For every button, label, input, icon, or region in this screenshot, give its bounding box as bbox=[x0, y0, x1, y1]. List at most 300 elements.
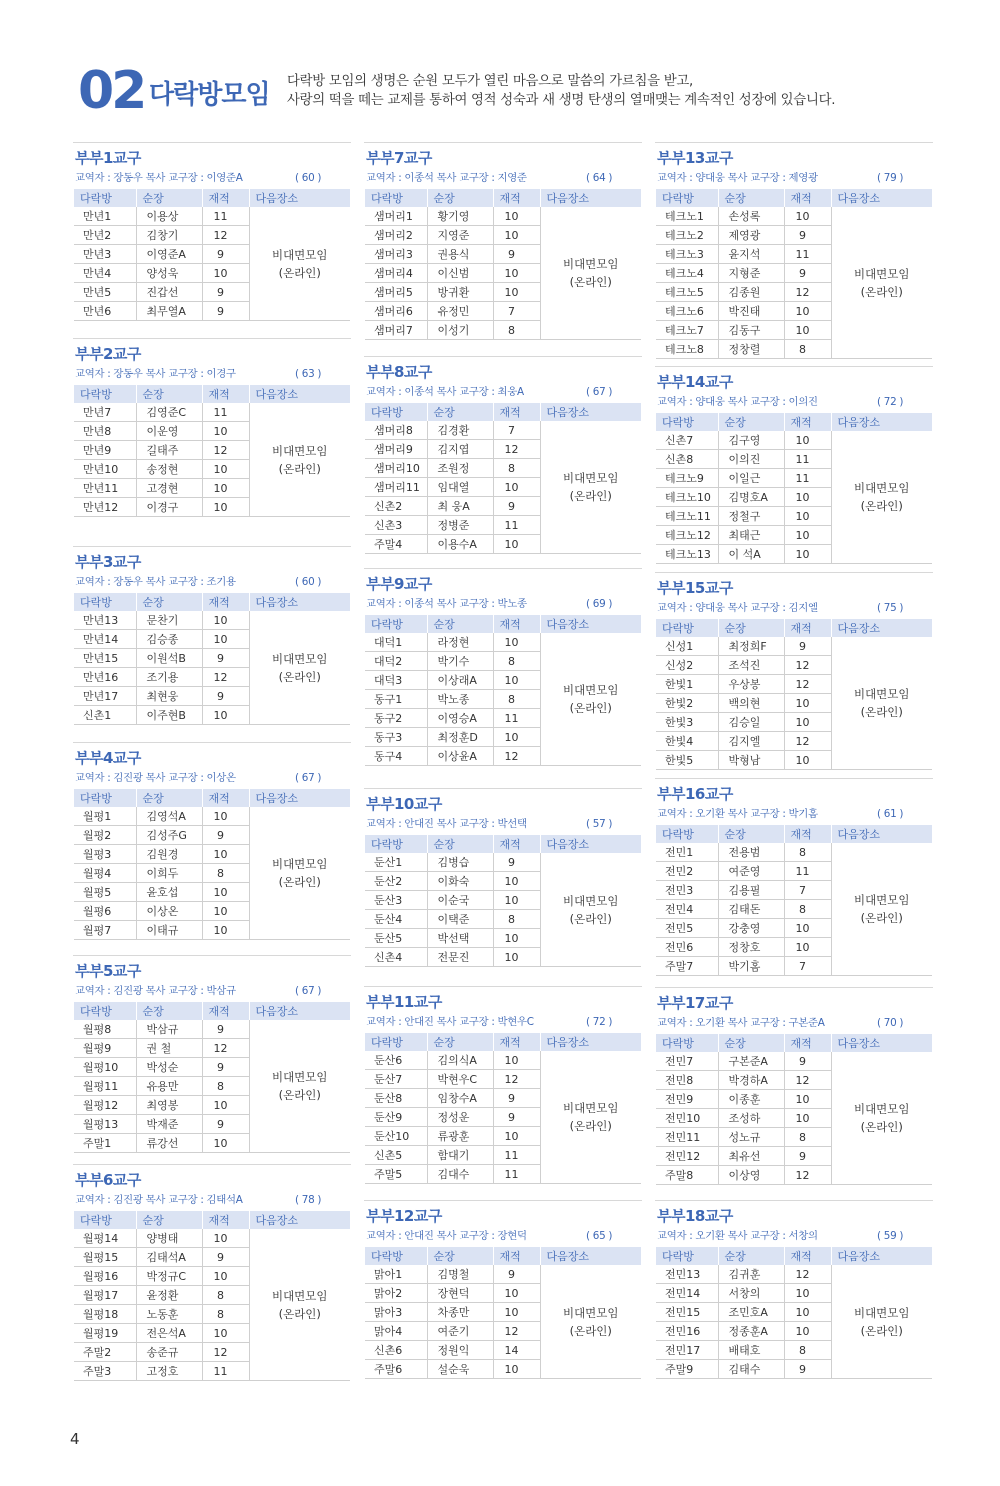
cell-room: 둔산5 bbox=[365, 929, 427, 948]
cell-enrolled: 10 bbox=[493, 535, 540, 554]
cell-enrolled: 9 bbox=[493, 245, 540, 264]
cell-next-place bbox=[540, 1265, 641, 1379]
column-header: 재적 bbox=[202, 1002, 249, 1020]
group-count: ( 79 ) bbox=[877, 172, 904, 184]
cell-leader: 김귀훈 bbox=[718, 1265, 784, 1284]
cell-leader: 박경하A bbox=[718, 1071, 784, 1090]
cell-room: 월평18 bbox=[74, 1305, 136, 1324]
group-table bbox=[74, 593, 351, 725]
cell-enrolled: 11 bbox=[202, 207, 249, 226]
group-info bbox=[655, 1227, 933, 1247]
cell-leader: 최영봉 bbox=[136, 1096, 202, 1115]
group-count: ( 67 ) bbox=[295, 772, 322, 784]
cell-leader: 김태돈 bbox=[718, 900, 784, 919]
next-place-line-1: 비대면모임 bbox=[853, 1102, 910, 1116]
cell-room: 만년6 bbox=[74, 302, 136, 321]
cell-room: 샘머리3 bbox=[365, 245, 427, 264]
table-row bbox=[656, 843, 932, 862]
cell-enrolled: 11 bbox=[202, 1362, 249, 1381]
group-staff: 교역자 : 김진광 목사 교구장 : 박삼규 bbox=[75, 985, 236, 997]
cell-room: 전민2 bbox=[656, 862, 718, 881]
group-title: 부부2교구 bbox=[75, 345, 141, 363]
cell-room: 샘머리9 bbox=[365, 440, 427, 459]
column-header: 재적 bbox=[202, 593, 249, 611]
group-table bbox=[656, 619, 933, 770]
cell-enrolled: 10 bbox=[493, 633, 540, 652]
cell-enrolled: 10 bbox=[493, 929, 540, 948]
cell-enrolled: 10 bbox=[784, 526, 831, 545]
cell-leader: 임대열 bbox=[427, 478, 493, 497]
group-table bbox=[365, 403, 642, 554]
cell-enrolled: 11 bbox=[493, 1146, 540, 1165]
cell-enrolled: 10 bbox=[202, 460, 249, 479]
group-title: 부부6교구 bbox=[75, 1171, 141, 1189]
group-count: ( 72 ) bbox=[877, 396, 904, 408]
cell-room: 월평13 bbox=[74, 1115, 136, 1134]
cell-next-place bbox=[831, 843, 932, 976]
cell-leader: 유용만 bbox=[136, 1077, 202, 1096]
column-header: 다음장소 bbox=[249, 1211, 350, 1229]
cell-leader: 정병준 bbox=[427, 516, 493, 535]
cell-room: 테크노3 bbox=[656, 245, 718, 264]
cell-enrolled: 9 bbox=[202, 245, 249, 264]
cell-leader: 손성록 bbox=[718, 207, 784, 226]
cell-enrolled: 10 bbox=[493, 1051, 540, 1070]
cell-leader: 최정훈D bbox=[427, 728, 493, 747]
group-staff: 교역자 : 이종석 목사 교구장 : 최웅A bbox=[366, 386, 524, 398]
cell-leader: 이순국 bbox=[427, 891, 493, 910]
column-header: 다락방 bbox=[365, 1247, 427, 1265]
table-row bbox=[656, 207, 932, 226]
cell-room: 샘머리10 bbox=[365, 459, 427, 478]
cell-next-place bbox=[249, 207, 350, 321]
group-info bbox=[655, 393, 933, 413]
cell-leader: 윤호섭 bbox=[136, 883, 202, 902]
cell-room: 전민13 bbox=[656, 1265, 718, 1284]
column-header: 다락방 bbox=[74, 789, 136, 807]
section-number: 02 bbox=[78, 61, 145, 121]
cell-enrolled: 9 bbox=[784, 226, 831, 245]
cell-enrolled: 10 bbox=[202, 1134, 249, 1153]
cell-enrolled: 12 bbox=[493, 1070, 540, 1089]
cell-leader: 이원석B bbox=[136, 649, 202, 668]
cell-room: 맑아4 bbox=[365, 1322, 427, 1341]
table-row bbox=[365, 853, 641, 872]
cell-leader: 김원경 bbox=[136, 845, 202, 864]
cell-leader: 임창수A bbox=[427, 1089, 493, 1108]
cell-leader: 서창의 bbox=[718, 1284, 784, 1303]
group-table bbox=[656, 825, 933, 976]
group-count: ( 69 ) bbox=[586, 598, 613, 610]
cell-room: 신성2 bbox=[656, 656, 718, 675]
cell-leader: 이화숙 bbox=[427, 872, 493, 891]
cell-leader: 박삼규 bbox=[136, 1020, 202, 1039]
table-row bbox=[656, 431, 932, 450]
next-place-line-1: 비대면모임 bbox=[271, 247, 328, 262]
cell-leader: 김명호A bbox=[718, 488, 784, 507]
group-title: 부부1교구 bbox=[75, 149, 141, 167]
cell-room: 월평7 bbox=[74, 921, 136, 940]
column-header: 재적 bbox=[202, 789, 249, 807]
cell-enrolled: 10 bbox=[784, 919, 831, 938]
cell-leader: 박정규C bbox=[136, 1267, 202, 1286]
cell-enrolled: 8 bbox=[493, 321, 540, 340]
cell-leader: 송준규 bbox=[136, 1343, 202, 1362]
cell-leader: 전은석A bbox=[136, 1324, 202, 1343]
cell-enrolled: 8 bbox=[493, 690, 540, 709]
cell-enrolled: 8 bbox=[202, 864, 249, 883]
column-header: 재적 bbox=[202, 385, 249, 403]
group-table bbox=[365, 835, 642, 967]
next-place-line-1: 비대면모임 bbox=[853, 1305, 910, 1320]
cell-room: 둔산8 bbox=[365, 1089, 427, 1108]
cell-next-place bbox=[831, 1265, 932, 1379]
cell-enrolled: 10 bbox=[784, 1322, 831, 1341]
group-staff: 교역자 : 장동우 목사 교구장 : 이영준A bbox=[75, 172, 243, 184]
group-table bbox=[656, 189, 933, 359]
cell-leader: 양병태 bbox=[136, 1229, 202, 1248]
group-staff: 교역자 : 장동우 목사 교구장 : 이경구 bbox=[75, 368, 236, 380]
cell-enrolled: 10 bbox=[202, 921, 249, 940]
cell-leader: 박진태 bbox=[718, 302, 784, 321]
cell-leader: 정창렬 bbox=[718, 340, 784, 359]
column-header: 재적 bbox=[202, 189, 249, 207]
cell-room: 샘머리5 bbox=[365, 283, 427, 302]
group-block bbox=[73, 1164, 351, 1381]
cell-enrolled: 11 bbox=[784, 862, 831, 881]
cell-leader: 윤지석 bbox=[718, 245, 784, 264]
cell-leader: 여준기 bbox=[427, 1322, 493, 1341]
group-count: ( 78 ) bbox=[295, 1194, 322, 1206]
cell-enrolled: 8 bbox=[493, 910, 540, 929]
column-header: 순장 bbox=[427, 1033, 493, 1051]
cell-leader: 김대수 bbox=[427, 1165, 493, 1184]
cell-enrolled: 10 bbox=[493, 1284, 540, 1303]
cell-enrolled: 10 bbox=[493, 1360, 540, 1379]
column-header: 다락방 bbox=[74, 189, 136, 207]
cell-leader: 제영광 bbox=[718, 226, 784, 245]
cell-room: 둔산10 bbox=[365, 1127, 427, 1146]
cell-enrolled: 7 bbox=[784, 881, 831, 900]
cell-room: 신촌3 bbox=[365, 516, 427, 535]
group-info bbox=[73, 982, 351, 1002]
group-table bbox=[365, 615, 642, 766]
group-block bbox=[655, 572, 933, 770]
group-block bbox=[364, 142, 642, 340]
next-place-line-2: (온라인) bbox=[860, 705, 903, 719]
cell-enrolled: 12 bbox=[784, 1265, 831, 1284]
next-place-line-2: (온라인) bbox=[278, 669, 321, 684]
group-info bbox=[364, 595, 642, 615]
cell-enrolled: 10 bbox=[784, 207, 831, 226]
cell-room: 대덕1 bbox=[365, 633, 427, 652]
group-table bbox=[656, 1247, 933, 1379]
column-header: 다락방 bbox=[365, 615, 427, 633]
group-staff: 교역자 : 안대진 목사 교구장 : 박현우C bbox=[366, 1016, 534, 1028]
cell-leader: 김태수 bbox=[718, 1360, 784, 1379]
cell-enrolled: 11 bbox=[493, 709, 540, 728]
cell-enrolled: 8 bbox=[784, 900, 831, 919]
cell-enrolled: 12 bbox=[784, 1166, 831, 1185]
cell-enrolled: 10 bbox=[202, 479, 249, 498]
next-place-line-1: 비대면모임 bbox=[271, 443, 328, 458]
cell-room: 만년3 bbox=[74, 245, 136, 264]
group-title: 부부3교구 bbox=[75, 553, 141, 571]
group-staff: 교역자 : 오기환 목사 교구장 : 박기홈 bbox=[657, 808, 818, 820]
cell-enrolled: 9 bbox=[784, 637, 831, 656]
column-header: 다음장소 bbox=[540, 835, 641, 853]
group-count: ( 67 ) bbox=[586, 386, 613, 398]
cell-enrolled: 12 bbox=[784, 656, 831, 675]
cell-room: 전민10 bbox=[656, 1109, 718, 1128]
group-block bbox=[73, 338, 351, 517]
column-header: 순장 bbox=[136, 1002, 202, 1020]
cell-room: 동구2 bbox=[365, 709, 427, 728]
cell-leader: 여준영 bbox=[718, 862, 784, 881]
cell-room: 테크노11 bbox=[656, 507, 718, 526]
cell-room: 둔산9 bbox=[365, 1108, 427, 1127]
cell-room: 월평17 bbox=[74, 1286, 136, 1305]
cell-room: 테크노6 bbox=[656, 302, 718, 321]
cell-leader: 박기수 bbox=[427, 652, 493, 671]
group-info bbox=[73, 169, 351, 189]
cell-room: 둔산4 bbox=[365, 910, 427, 929]
cell-room: 맑아3 bbox=[365, 1303, 427, 1322]
cell-enrolled: 10 bbox=[784, 1284, 831, 1303]
table-row bbox=[656, 1052, 932, 1071]
column-header: 다락방 bbox=[365, 189, 427, 207]
cell-room: 샘머리8 bbox=[365, 421, 427, 440]
table-row bbox=[74, 611, 350, 630]
cell-leader: 이희두 bbox=[136, 864, 202, 883]
group-count: ( 70 ) bbox=[877, 1017, 904, 1029]
cell-room: 주말5 bbox=[365, 1165, 427, 1184]
cell-leader: 김명철 bbox=[427, 1265, 493, 1284]
table-row bbox=[74, 1229, 350, 1248]
cell-room: 만년13 bbox=[74, 611, 136, 630]
cell-leader: 이영승A bbox=[427, 709, 493, 728]
column-header: 다음장소 bbox=[831, 825, 932, 843]
group-title: 부부9교구 bbox=[366, 575, 432, 593]
cell-leader: 정원익 bbox=[427, 1341, 493, 1360]
cell-leader: 김종원 bbox=[718, 283, 784, 302]
cell-enrolled: 12 bbox=[784, 675, 831, 694]
cell-enrolled: 12 bbox=[202, 1039, 249, 1058]
cell-room: 샘머리11 bbox=[365, 478, 427, 497]
cell-enrolled: 10 bbox=[202, 498, 249, 517]
section-description bbox=[287, 72, 835, 110]
next-place-line-2: (온라인) bbox=[860, 499, 903, 513]
cell-leader: 차종만 bbox=[427, 1303, 493, 1322]
cell-leader: 김동구 bbox=[718, 321, 784, 340]
cell-room: 맑아1 bbox=[365, 1265, 427, 1284]
next-place-line-1: 비대면모임 bbox=[271, 651, 328, 666]
cell-room: 신촌2 bbox=[365, 497, 427, 516]
cell-room: 월평15 bbox=[74, 1248, 136, 1267]
cell-room: 만년16 bbox=[74, 668, 136, 687]
column-header: 순장 bbox=[718, 619, 784, 637]
group-table bbox=[365, 189, 642, 340]
group-info bbox=[364, 1227, 642, 1247]
group-table bbox=[656, 413, 933, 564]
group-info bbox=[655, 599, 933, 619]
group-block bbox=[655, 366, 933, 564]
cell-room: 신촌7 bbox=[656, 431, 718, 450]
column-header: 재적 bbox=[493, 403, 540, 421]
cell-enrolled: 8 bbox=[784, 1128, 831, 1147]
cell-leader: 이신범 bbox=[427, 264, 493, 283]
next-place-line-1: 비대면모임 bbox=[562, 683, 619, 697]
group-count: ( 60 ) bbox=[295, 172, 322, 184]
cell-room: 테크노9 bbox=[656, 469, 718, 488]
cell-room: 만년11 bbox=[74, 479, 136, 498]
group-count: ( 57 ) bbox=[586, 818, 613, 830]
cell-enrolled: 10 bbox=[202, 807, 249, 826]
group-staff: 교역자 : 양대웅 목사 교구장 : 김지엘 bbox=[657, 602, 818, 614]
group-staff: 교역자 : 김진광 목사 교구장 : 이상온 bbox=[75, 772, 236, 784]
column-header: 다락방 bbox=[74, 1211, 136, 1229]
cell-room: 샘머리7 bbox=[365, 321, 427, 340]
column-header: 다락방 bbox=[656, 1247, 718, 1265]
cell-next-place bbox=[831, 431, 932, 564]
group-title: 부부5교구 bbox=[75, 962, 141, 980]
cell-leader: 최현웅 bbox=[136, 687, 202, 706]
cell-enrolled: 9 bbox=[784, 1147, 831, 1166]
column-header: 재적 bbox=[493, 615, 540, 633]
cell-next-place bbox=[249, 1020, 350, 1153]
next-place-line-2: (온라인) bbox=[569, 701, 612, 715]
cell-room: 월평5 bbox=[74, 883, 136, 902]
group-count: ( 59 ) bbox=[877, 1230, 904, 1242]
group-block bbox=[73, 546, 351, 725]
group-block bbox=[655, 1200, 933, 1379]
cell-enrolled: 10 bbox=[202, 1096, 249, 1115]
cell-leader: 이종훈 bbox=[718, 1090, 784, 1109]
cell-leader: 장현덕 bbox=[427, 1284, 493, 1303]
cell-enrolled: 9 bbox=[493, 853, 540, 872]
cell-enrolled: 12 bbox=[202, 1343, 249, 1362]
cell-room: 만년14 bbox=[74, 630, 136, 649]
group-staff: 교역자 : 안대진 목사 교구장 : 박선택 bbox=[366, 818, 527, 830]
column-header: 다음장소 bbox=[831, 619, 932, 637]
table-row bbox=[365, 421, 641, 440]
cell-enrolled: 10 bbox=[493, 264, 540, 283]
cell-room: 월평4 bbox=[74, 864, 136, 883]
cell-enrolled: 9 bbox=[493, 1265, 540, 1284]
cell-enrolled: 10 bbox=[202, 1229, 249, 1248]
group-title: 부부17교구 bbox=[657, 994, 733, 1012]
cell-leader: 정종훈A bbox=[718, 1322, 784, 1341]
next-place-line-2: (온라인) bbox=[860, 1120, 903, 1134]
table-row bbox=[656, 637, 932, 656]
cell-enrolled: 9 bbox=[202, 826, 249, 845]
cell-leader: 고정호 bbox=[136, 1362, 202, 1381]
cell-room: 만년2 bbox=[74, 226, 136, 245]
cell-next-place bbox=[831, 207, 932, 359]
column-header: 재적 bbox=[493, 189, 540, 207]
section-header bbox=[78, 62, 978, 122]
cell-leader: 김태석A bbox=[136, 1248, 202, 1267]
cell-room: 한빛4 bbox=[656, 732, 718, 751]
cell-room: 전민1 bbox=[656, 843, 718, 862]
cell-enrolled: 10 bbox=[784, 321, 831, 340]
table-row bbox=[656, 1265, 932, 1284]
column-header: 다음장소 bbox=[540, 1033, 641, 1051]
column-header: 재적 bbox=[784, 1034, 831, 1052]
cell-leader: 설순욱 bbox=[427, 1360, 493, 1379]
cell-leader: 권용식 bbox=[427, 245, 493, 264]
cell-leader: 김지엘 bbox=[718, 732, 784, 751]
cell-enrolled: 8 bbox=[784, 843, 831, 862]
cell-leader: 함대기 bbox=[427, 1146, 493, 1165]
column-header: 순장 bbox=[718, 1247, 784, 1265]
column-header: 순장 bbox=[427, 615, 493, 633]
group-title: 부부8교구 bbox=[366, 363, 432, 381]
column-header: 재적 bbox=[493, 1033, 540, 1051]
table-row bbox=[74, 207, 350, 226]
cell-leader: 길태주 bbox=[136, 441, 202, 460]
group-title: 부부13교구 bbox=[657, 149, 733, 167]
cell-leader: 류광훈 bbox=[427, 1127, 493, 1146]
column-header: 다음장소 bbox=[540, 403, 641, 421]
cell-leader: 성노규 bbox=[718, 1128, 784, 1147]
cell-room: 한빛2 bbox=[656, 694, 718, 713]
cell-room: 한빛5 bbox=[656, 751, 718, 770]
column-header: 순장 bbox=[427, 835, 493, 853]
column-header: 다음장소 bbox=[249, 385, 350, 403]
cell-room: 테크노5 bbox=[656, 283, 718, 302]
column-header: 순장 bbox=[427, 189, 493, 207]
cell-leader: 조원정 bbox=[427, 459, 493, 478]
column-header: 다음장소 bbox=[249, 189, 350, 207]
group-block bbox=[655, 987, 933, 1185]
cell-enrolled: 11 bbox=[784, 245, 831, 264]
cell-room: 월평3 bbox=[74, 845, 136, 864]
cell-room: 맑아2 bbox=[365, 1284, 427, 1303]
group-count: ( 72 ) bbox=[586, 1016, 613, 1028]
group-count: ( 61 ) bbox=[877, 808, 904, 820]
cell-leader: 양성욱 bbox=[136, 264, 202, 283]
column-header: 재적 bbox=[784, 1247, 831, 1265]
group-count: ( 64 ) bbox=[586, 172, 613, 184]
next-place-line-1: 비대면모임 bbox=[562, 1305, 619, 1320]
cell-room: 둔산3 bbox=[365, 891, 427, 910]
cell-room: 대덕2 bbox=[365, 652, 427, 671]
next-place-line-1: 비대면모임 bbox=[853, 687, 910, 701]
cell-enrolled: 10 bbox=[202, 630, 249, 649]
group-staff: 교역자 : 양대웅 목사 교구장 : 이의진 bbox=[657, 396, 818, 408]
cell-next-place bbox=[540, 421, 641, 554]
cell-leader: 이일근 bbox=[718, 469, 784, 488]
group-info bbox=[655, 805, 933, 825]
cell-enrolled: 10 bbox=[493, 872, 540, 891]
column-header: 다락방 bbox=[656, 189, 718, 207]
cell-enrolled: 9 bbox=[202, 283, 249, 302]
cell-leader: 이상래A bbox=[427, 671, 493, 690]
cell-room: 전민15 bbox=[656, 1303, 718, 1322]
next-place-line-2: (온라인) bbox=[569, 275, 612, 289]
cell-enrolled: 11 bbox=[493, 516, 540, 535]
column-header: 다음장소 bbox=[831, 1247, 932, 1265]
cell-room: 월평16 bbox=[74, 1267, 136, 1286]
column-header: 다락방 bbox=[365, 403, 427, 421]
next-place-line-1: 비대면모임 bbox=[271, 857, 328, 871]
cell-leader: 최유선 bbox=[718, 1147, 784, 1166]
column-header: 순장 bbox=[718, 825, 784, 843]
cell-room: 만년4 bbox=[74, 264, 136, 283]
group-count: ( 63 ) bbox=[295, 368, 322, 380]
cell-enrolled: 12 bbox=[202, 441, 249, 460]
